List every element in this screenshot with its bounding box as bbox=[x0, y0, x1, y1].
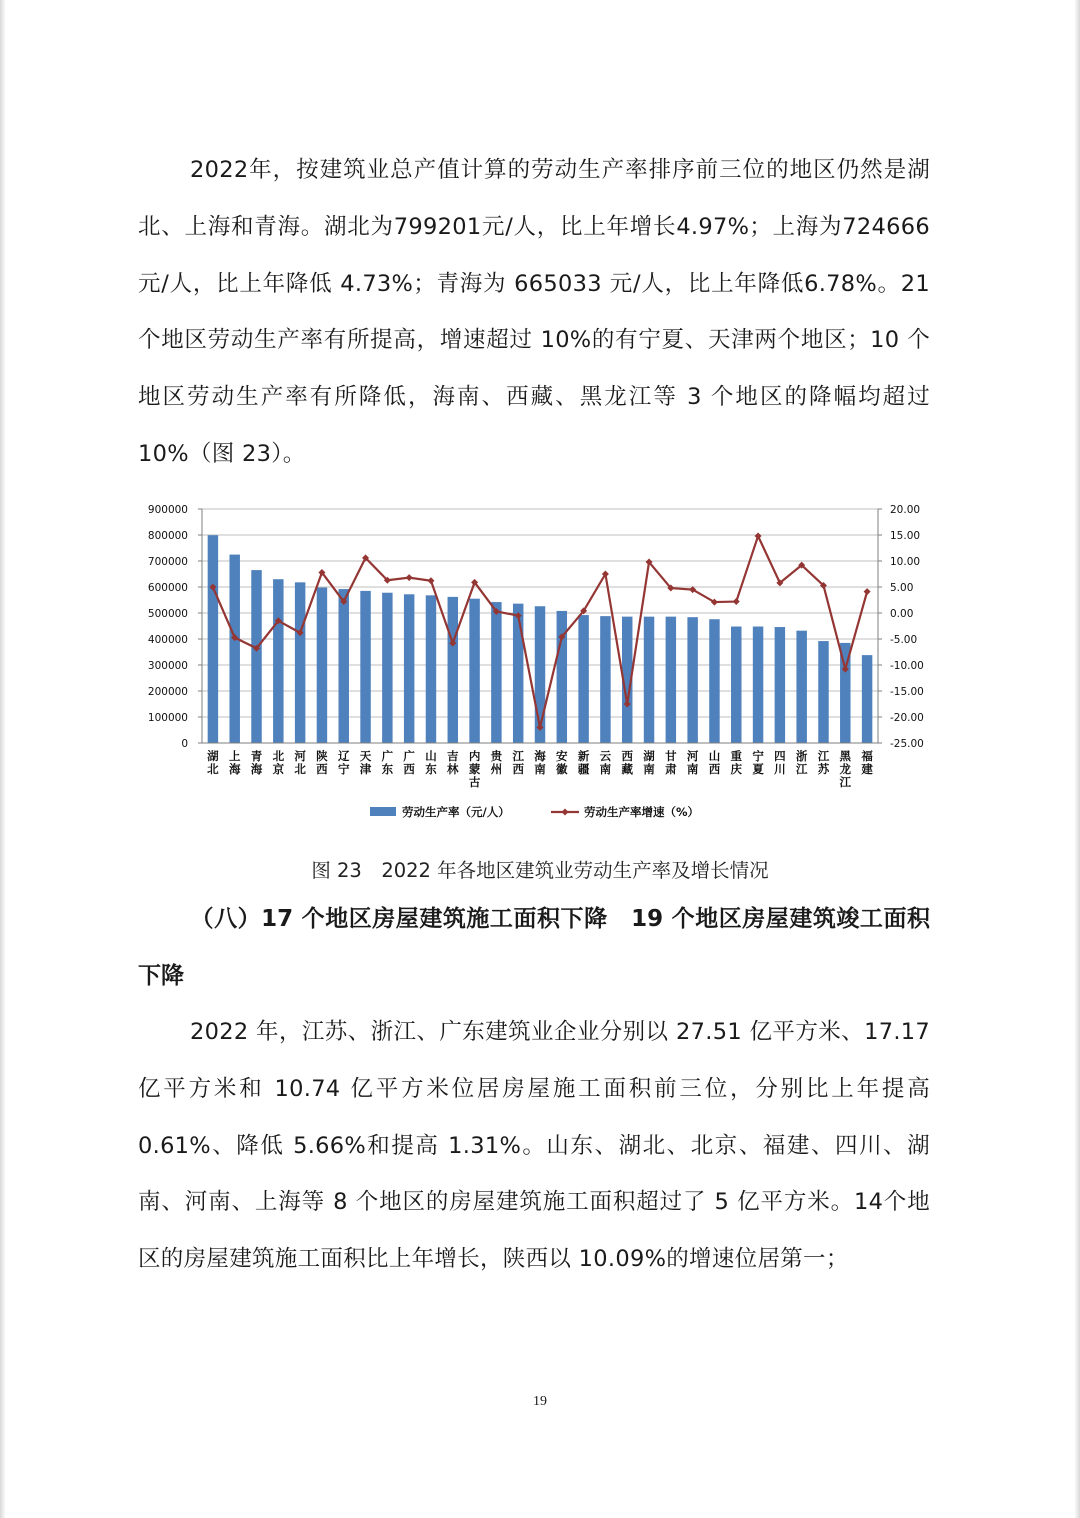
category-label: 上海 bbox=[228, 749, 241, 776]
paragraph-labor-productivity bbox=[138, 142, 930, 483]
legend-bar-label: 劳动生产率（元/人） bbox=[402, 805, 510, 819]
right-tick-label: 10.00 bbox=[890, 556, 921, 568]
labor-productivity-chart bbox=[126, 497, 956, 835]
paragraph-text: 2022 年，江苏、浙江、广东建筑业企业分别以 27.51 亿平方米、17.17亿平方米和 10.74 亿平方米位居房屋施工面积前三位，分别比上年提高0.61%、降低 5.66%和提高 1.31%。山东、湖北、北京、福建、四川、湖南、河南、上海等 8 个地区的房屋建筑施工面积超过了 5 亿平方米。14个地区的房屋建筑施工面积比上年增长，陕西以 10.09%的增速位居第一； bbox=[138, 1019, 930, 1273]
right-tick-label: -5.00 bbox=[890, 634, 918, 646]
category-label: 辽宁 bbox=[337, 749, 350, 776]
category-label: 河南 bbox=[686, 749, 699, 776]
page-edge-left bbox=[0, 0, 6, 1518]
bar bbox=[273, 579, 283, 743]
category-label: 广东 bbox=[381, 749, 394, 776]
category-label: 重庆 bbox=[730, 749, 743, 776]
category-label: 天津 bbox=[359, 749, 372, 776]
bar bbox=[513, 604, 523, 743]
bar bbox=[360, 591, 370, 743]
bar bbox=[644, 617, 654, 743]
bar bbox=[426, 595, 436, 743]
bar bbox=[818, 641, 828, 743]
category-label: 陕西 bbox=[316, 749, 328, 776]
right-tick-label: -20.00 bbox=[890, 712, 924, 724]
bar bbox=[208, 535, 218, 743]
category-label: 安徽 bbox=[556, 749, 568, 776]
bar bbox=[557, 611, 567, 743]
left-tick-label: 700000 bbox=[147, 556, 188, 568]
left-tick-label: 800000 bbox=[147, 530, 188, 542]
bar bbox=[731, 627, 741, 743]
category-label: 江西 bbox=[512, 749, 524, 776]
bar bbox=[600, 616, 610, 743]
paragraph-text: 2022年，按建筑业总产值计算的劳动生产率排序前三位的地区仍然是湖北、上海和青海。湖北为799201元/人，比上年增长4.97%；上海为724666 元/人，比上年降低 4.73%；青海为 665033 元/人，比上年降低6.78%。21 个地区劳动生产率有所提高，增速超过 10%的有宁夏、天津两个地区；10 个地区劳动生产率有所降低，海南、西藏、黑龙江等 3 个地区的降幅均超过 10%（图 23）。 bbox=[138, 157, 930, 467]
bar bbox=[687, 617, 697, 743]
left-tick-label: 0 bbox=[181, 738, 188, 750]
page-edge-right bbox=[1074, 0, 1080, 1518]
right-tick-label: 0.00 bbox=[890, 608, 914, 620]
bar bbox=[229, 555, 239, 743]
category-label: 湖北 bbox=[207, 749, 219, 776]
category-label: 西藏 bbox=[621, 749, 633, 776]
category-label: 新疆 bbox=[577, 749, 590, 776]
right-tick-label: -10.00 bbox=[890, 660, 924, 672]
left-tick-label: 500000 bbox=[147, 608, 188, 620]
paragraph-construction-area bbox=[138, 1004, 930, 1288]
bar bbox=[251, 570, 261, 743]
line-point bbox=[406, 574, 413, 581]
chart-legend bbox=[370, 805, 699, 819]
category-label: 贵州 bbox=[490, 749, 503, 776]
category-label: 云南 bbox=[599, 749, 612, 776]
category-label: 吉林 bbox=[447, 749, 459, 776]
bar bbox=[491, 602, 501, 743]
left-tick-label: 300000 bbox=[147, 660, 188, 672]
bar bbox=[796, 631, 806, 743]
category-label: 甘肃 bbox=[665, 749, 677, 776]
section-heading bbox=[138, 891, 930, 1005]
bar bbox=[317, 588, 327, 743]
category-label: 内蒙古 bbox=[468, 749, 481, 789]
line-point bbox=[427, 577, 434, 584]
bar bbox=[339, 589, 349, 743]
legend-line-label: 劳动生产率增速（%） bbox=[584, 805, 700, 819]
bar bbox=[578, 615, 588, 743]
page-number: 19 bbox=[533, 1394, 547, 1409]
right-tick-label: 5.00 bbox=[890, 582, 914, 594]
left-tick-label: 100000 bbox=[147, 712, 188, 724]
legend-bar-swatch bbox=[370, 807, 396, 816]
left-tick-label: 200000 bbox=[147, 686, 188, 698]
bar bbox=[448, 597, 458, 743]
figure-caption: 图 23 2022 年各地区建筑业劳动生产率及增长情况 bbox=[311, 859, 769, 882]
category-label: 河北 bbox=[294, 749, 306, 776]
line-point bbox=[864, 588, 871, 595]
category-label: 北京 bbox=[272, 749, 285, 776]
category-label: 福建 bbox=[861, 749, 873, 776]
bar bbox=[295, 582, 305, 743]
line-point bbox=[733, 598, 740, 605]
category-label: 山东 bbox=[425, 749, 437, 776]
category-label: 黑龙江 bbox=[839, 749, 852, 789]
left-tick-label: 400000 bbox=[147, 634, 188, 646]
right-tick-label: -15.00 bbox=[890, 686, 924, 698]
left-tick-label: 900000 bbox=[147, 504, 188, 516]
bar bbox=[382, 593, 392, 743]
bar bbox=[404, 594, 414, 743]
category-label: 湖南 bbox=[643, 749, 655, 776]
right-tick-label: 15.00 bbox=[890, 530, 921, 542]
category-label: 海南 bbox=[534, 749, 546, 776]
category-label: 四川 bbox=[774, 749, 786, 776]
category-label: 江苏 bbox=[817, 749, 830, 776]
bar bbox=[469, 599, 479, 743]
bar bbox=[862, 655, 872, 743]
right-tick-label: 20.00 bbox=[890, 504, 921, 516]
category-label: 浙江 bbox=[795, 749, 808, 776]
category-label: 山西 bbox=[708, 749, 721, 776]
bar bbox=[753, 627, 763, 743]
left-tick-label: 600000 bbox=[147, 582, 188, 594]
bar bbox=[666, 617, 676, 743]
category-label: 青海 bbox=[250, 749, 263, 776]
line-point bbox=[755, 533, 762, 540]
bar bbox=[775, 627, 785, 743]
category-label: 广西 bbox=[403, 749, 415, 776]
section-heading-text: （八）17 个地区房屋建筑施工面积下降 19 个地区房屋建筑竣工面积下降 bbox=[138, 906, 930, 989]
right-tick-label: -25.00 bbox=[890, 738, 924, 750]
legend-line-marker bbox=[562, 809, 569, 816]
bar bbox=[709, 619, 719, 743]
category-label: 宁夏 bbox=[752, 749, 764, 776]
category-labels bbox=[207, 749, 873, 789]
